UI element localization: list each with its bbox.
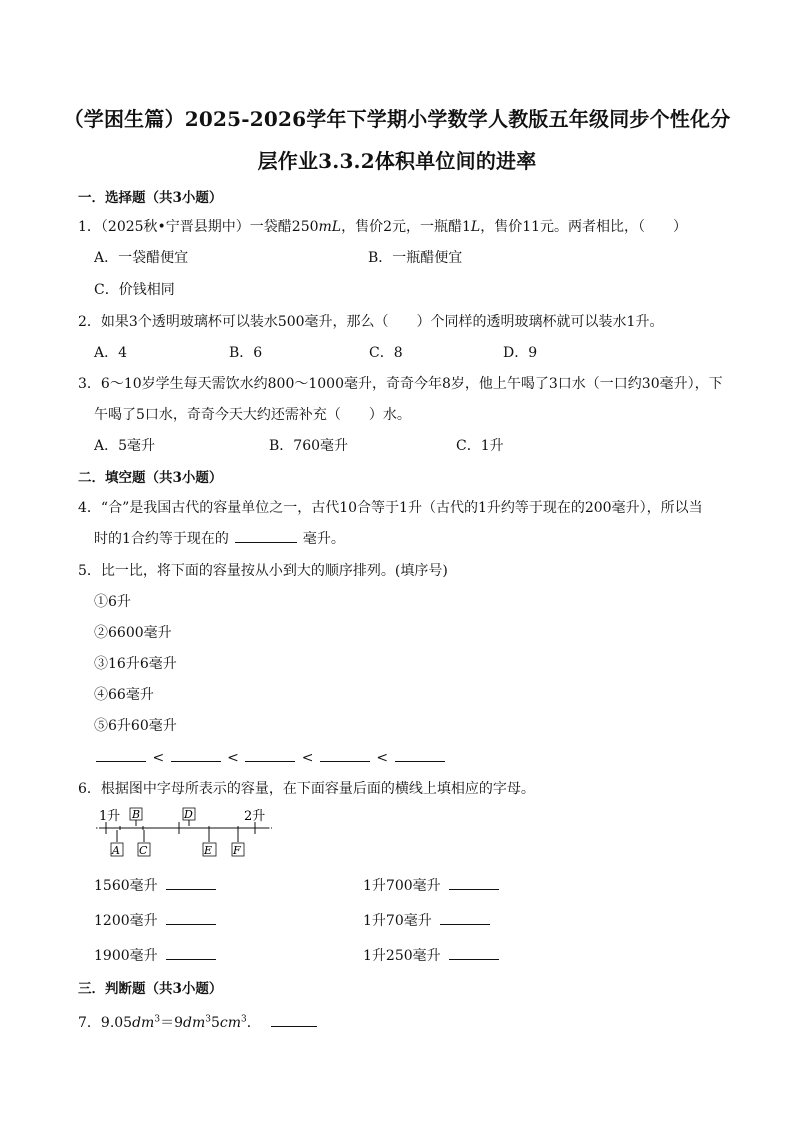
answer-blank — [166, 910, 216, 925]
q6-row-1-left: 1560毫升 — [94, 875, 216, 895]
q6-row-2-right: 1升70毫升 — [363, 910, 490, 930]
q6-row-3-left: 1900毫升 — [94, 945, 216, 965]
question-1-option-c: C．价钱相同 — [94, 282, 175, 298]
q6-row-3-right: 1升250毫升 — [363, 945, 499, 965]
answer-blank — [320, 747, 370, 762]
letter-f: F — [233, 844, 241, 857]
question-4-stem-line-2: 时的1合约等于现在的 毫升。 — [94, 528, 345, 548]
question-5-order-blanks — [94, 747, 447, 766]
question-3-option-b: B．760毫升 — [269, 438, 349, 454]
less-than-sign: < — [301, 750, 314, 766]
page-title-line-2: 层作业3.3.2体积单位间的进率 — [257, 149, 537, 173]
question-3-stem-line-1: 3．6～10岁学生每天需饮水约800～1000毫升，奇奇今年8岁，他上午喝了3口水（一口约30毫升），下 — [78, 376, 723, 392]
question-3-option-c: C．1升 — [456, 438, 504, 454]
question-2-option-b: B．6 — [229, 345, 263, 361]
letter-a: A — [112, 844, 120, 857]
question-2-stem: 2．如果3个透明玻璃杯可以装水500毫升，那么（ ）个同样的透明玻璃杯就可以装水1升。 — [78, 314, 664, 330]
answer-blank — [245, 747, 295, 762]
section-heading-fill: 二．填空题（共3小题） — [78, 470, 223, 486]
answer-blank — [440, 910, 490, 925]
question-5-stem: 5．比一比，将下面的容量按从小到大的顺序排列。(填序号) — [78, 563, 448, 579]
question-6-stem: 6．根据图中字母所表示的容量，在下面容量后面的横线上填相应的字母。 — [78, 781, 535, 797]
letter-b: B — [132, 808, 141, 821]
question-5-item-3: ③16升6毫升 — [94, 656, 177, 672]
question-2-option-d: D．9 — [503, 345, 538, 361]
letter-d: D — [184, 808, 193, 821]
q6-row-2-left: 1200毫升 — [94, 910, 216, 930]
answer-blank — [96, 747, 146, 762]
letter-c: C — [139, 844, 148, 857]
answer-blank — [449, 945, 499, 960]
q6-row-1-right: 1升700毫升 — [363, 875, 499, 895]
letter-e: E — [204, 844, 213, 857]
label-2-liter: 2升 — [244, 809, 266, 824]
answer-blank — [235, 528, 297, 543]
number-line-diagram — [96, 806, 276, 862]
question-3-stem-line-2: 午喝了5口水，奇奇今天大约还需补充（ ）水。 — [94, 407, 411, 423]
label-1-liter: 1升 — [99, 809, 121, 824]
question-7-stem: 7．$9.05dm^3=9dm^35cm^3$． — [78, 1012, 317, 1032]
less-than-sign: < — [376, 750, 389, 766]
answer-blank — [449, 875, 499, 890]
answer-blank — [166, 875, 216, 890]
answer-blank — [271, 1012, 317, 1027]
question-5-item-2: ②6600毫升 — [94, 625, 172, 641]
less-than-sign: < — [227, 750, 239, 766]
answer-blank — [395, 747, 445, 762]
question-2-option-a: A．4 — [94, 345, 128, 361]
section-heading-choice: 一．选择题（共3小题） — [78, 190, 223, 206]
section-heading-judge: 三．判断题（共3小题） — [78, 981, 223, 997]
question-5-item-1: ①6升 — [94, 594, 131, 610]
question-2-option-c: C．8 — [369, 345, 403, 361]
answer-blank — [166, 945, 216, 960]
question-1-option-a: A．一袋醋便宜 — [94, 250, 189, 266]
question-3-option-a: A．5毫升 — [94, 438, 156, 454]
question-4-stem-line-1: 4．“合”是我国古代的容量单位之一，古代10合等于1升（古代的1升约等于现在的200毫升），所以当 — [78, 500, 703, 516]
question-1-stem: 1．（2025秋•宁晋县期中）一袋醋250mL，售价2元，一瓶醋1L，售价11元。两者相比，（ ） — [78, 219, 688, 235]
question-5-item-5: ⑤6升60毫升 — [94, 718, 177, 734]
question-1-option-b: B．一瓶醋便宜 — [368, 250, 463, 266]
answer-blank — [171, 747, 221, 762]
question-5-item-4: ④66毫升 — [94, 687, 154, 703]
less-than-sign: < — [152, 750, 165, 766]
page-title-line-1: （学困生篇）2025-2026学年下学期小学数学人教版五年级同步个性化分 — [63, 107, 731, 131]
